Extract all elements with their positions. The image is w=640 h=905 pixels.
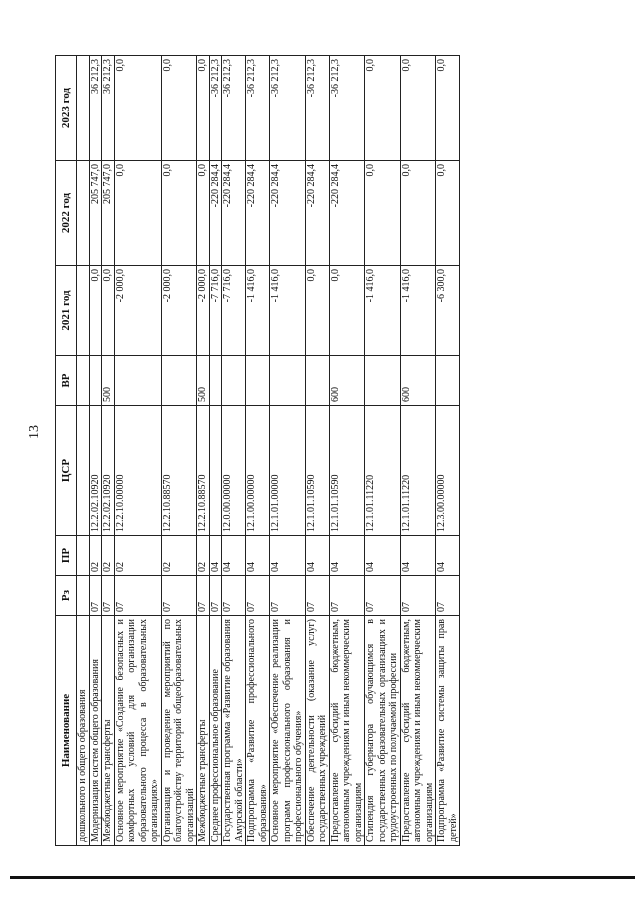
- budget-table: [55, 55, 460, 846]
- cell-name: Предоставление субсидий бюджетным, автономным учреждениям и иным некоммерческим организациям: [400, 616, 436, 846]
- cell-name: Межбюджетные трансферты: [197, 616, 210, 846]
- cell-csr: 12.3.00.00000: [436, 406, 460, 536]
- cell-rz: 07: [436, 576, 460, 616]
- cell-2022: 0,0: [161, 161, 197, 266]
- cell-csr: 12.1.01.10590: [329, 406, 365, 536]
- table-header-row: [56, 56, 77, 846]
- cell-vr: [222, 356, 246, 406]
- cell-csr: 12.2.10.00000: [114, 406, 161, 536]
- cell-2023: 0,0: [197, 56, 210, 161]
- cell-pr: 02: [102, 536, 115, 576]
- cell-2021: -7 716,0: [209, 266, 222, 356]
- cell-pr: 04: [246, 536, 270, 576]
- cell-pr: 04: [436, 536, 460, 576]
- cell-2023: 0,0: [400, 56, 436, 161]
- cell-rz: 07: [89, 576, 102, 616]
- cell-vr: [246, 356, 270, 406]
- cell-2023: -36 212,3: [209, 56, 222, 161]
- cell-name: Среднее профессиональное образование: [209, 616, 222, 846]
- cell-rz: [77, 576, 90, 616]
- cell-2023: -36 212,3: [222, 56, 246, 161]
- cell-csr: 12.2.02.10920: [89, 406, 102, 536]
- col-header-rz: Рз: [56, 576, 77, 616]
- cell-2022: [77, 161, 90, 266]
- cell-vr: [305, 356, 329, 406]
- table-row: [270, 56, 306, 846]
- table-row: [161, 56, 197, 846]
- table-row: [102, 56, 115, 846]
- cell-name: Подпрограмма «Развитие профессионального образования»: [246, 616, 270, 846]
- cell-rz: 07: [222, 576, 246, 616]
- cell-2021: [77, 266, 90, 356]
- cell-rz: 07: [329, 576, 365, 616]
- cell-rz: 07: [114, 576, 161, 616]
- cell-csr: 12.1.01.00000: [270, 406, 306, 536]
- cell-2021: 0,0: [102, 266, 115, 356]
- cell-pr: 04: [329, 536, 365, 576]
- cell-csr: 12.2.02.10920: [102, 406, 115, 536]
- cell-vr: [77, 356, 90, 406]
- cell-2022: -220 284,4: [209, 161, 222, 266]
- table-row: [436, 56, 460, 846]
- cell-csr: 12.2.10.88570: [197, 406, 210, 536]
- cell-csr: 12.1.01.11220: [365, 406, 401, 536]
- cell-2022: 0,0: [400, 161, 436, 266]
- col-header-name: Наименование: [56, 616, 77, 846]
- cell-2021: -1 416,0: [400, 266, 436, 356]
- bottom-divider: [10, 876, 635, 879]
- cell-2022: -220 284,4: [329, 161, 365, 266]
- cell-2023: [77, 56, 90, 161]
- cell-csr: [77, 406, 90, 536]
- cell-pr: 04: [209, 536, 222, 576]
- cell-rz: 07: [209, 576, 222, 616]
- col-header-2022: 2022 год: [56, 161, 77, 266]
- cell-name: дошкольного и общего образования: [77, 616, 90, 846]
- table-row: [222, 56, 246, 846]
- cell-2021: -2 000,0: [114, 266, 161, 356]
- cell-pr: 04: [222, 536, 246, 576]
- cell-pr: 02: [114, 536, 161, 576]
- cell-name: Обеспечение деятельности (оказание услуг) государственных учреждений: [305, 616, 329, 846]
- table-row: [89, 56, 102, 846]
- cell-name: Стипендия губернатора обучающимся в государственных образовательных организациях и трудоустроенных по получаемой профессии: [365, 616, 401, 846]
- cell-csr: 12.1.01.11220: [400, 406, 436, 536]
- cell-2021: -1 416,0: [270, 266, 306, 356]
- cell-2022: -220 284,4: [222, 161, 246, 266]
- cell-vr: [436, 356, 460, 406]
- cell-pr: 04: [400, 536, 436, 576]
- table-row: [329, 56, 365, 846]
- cell-2021: -2 000,0: [197, 266, 210, 356]
- cell-pr: 02: [89, 536, 102, 576]
- cell-vr: 500: [197, 356, 210, 406]
- cell-2021: -1 416,0: [246, 266, 270, 356]
- cell-2022: -220 284,4: [246, 161, 270, 266]
- col-header-2021: 2021 год: [56, 266, 77, 356]
- rotated-table-wrapper: [55, 56, 585, 846]
- cell-rz: 07: [305, 576, 329, 616]
- cell-pr: [77, 536, 90, 576]
- cell-rz: 07: [400, 576, 436, 616]
- cell-2021: -1 416,0: [365, 266, 401, 356]
- cell-2023: -36 212,3: [246, 56, 270, 161]
- table-row: [365, 56, 401, 846]
- cell-2023: -36 212,3: [305, 56, 329, 161]
- cell-2023: 0,0: [365, 56, 401, 161]
- cell-rz: 07: [161, 576, 197, 616]
- cell-2021: -2 000,0: [161, 266, 197, 356]
- cell-2021: 0,0: [305, 266, 329, 356]
- cell-2023: 0,0: [161, 56, 197, 161]
- cell-2023: 0,0: [114, 56, 161, 161]
- cell-2022: -220 284,4: [305, 161, 329, 266]
- col-header-2023: 2023 год: [56, 56, 77, 161]
- page-number: 13: [27, 425, 42, 439]
- cell-2021: -6 300,0: [436, 266, 460, 356]
- table-body: [77, 56, 460, 846]
- cell-2021: 0,0: [89, 266, 102, 356]
- cell-name: Государственная программа «Развитие образования Амурской области»: [222, 616, 246, 846]
- cell-pr: 04: [270, 536, 306, 576]
- cell-name: Основное мероприятие «Обеспечение реализации программ профессионального образования и профессионального обучения»: [270, 616, 306, 846]
- cell-name: Предоставление субсидий бюджетным, автономным учреждениям и иным некоммерческим организациям: [329, 616, 365, 846]
- cell-2023: -36 212,3: [329, 56, 365, 161]
- table-row: [246, 56, 270, 846]
- cell-pr: 04: [365, 536, 401, 576]
- cell-2021: 0,0: [329, 266, 365, 356]
- cell-name: Организация и проведение мероприятий по благоустройству территорий общеобразовательных организаций: [161, 616, 197, 846]
- table-row: [209, 56, 222, 846]
- cell-rz: 07: [246, 576, 270, 616]
- cell-vr: 500: [102, 356, 115, 406]
- cell-2023: -36 212,3: [270, 56, 306, 161]
- cell-rz: 07: [102, 576, 115, 616]
- table-row: [305, 56, 329, 846]
- table-row: [114, 56, 161, 846]
- cell-vr: [209, 356, 222, 406]
- table-row: [197, 56, 210, 846]
- cell-pr: 02: [161, 536, 197, 576]
- cell-vr: [161, 356, 197, 406]
- cell-csr: [209, 406, 222, 536]
- cell-csr: 12.1.01.10590: [305, 406, 329, 536]
- cell-2022: 205 747,0: [89, 161, 102, 266]
- cell-pr: 04: [305, 536, 329, 576]
- cell-vr: [270, 356, 306, 406]
- cell-2022: 0,0: [436, 161, 460, 266]
- cell-vr: [114, 356, 161, 406]
- cell-csr: 12.2.10.88570: [161, 406, 197, 536]
- cell-vr: [365, 356, 401, 406]
- cell-2023: 0,0: [436, 56, 460, 161]
- cell-rz: 07: [197, 576, 210, 616]
- cell-rz: 07: [270, 576, 306, 616]
- cell-vr: 600: [400, 356, 436, 406]
- cell-2022: 0,0: [197, 161, 210, 266]
- col-header-pr: ПР: [56, 536, 77, 576]
- cell-csr: 12.0.00.00000: [222, 406, 246, 536]
- cell-2022: 0,0: [114, 161, 161, 266]
- cell-2022: 205 747,0: [102, 161, 115, 266]
- cell-name: Межбюджетные трансферты: [102, 616, 115, 846]
- cell-name: Модернизация систем общего образования: [89, 616, 102, 846]
- col-header-vr: ВР: [56, 356, 77, 406]
- cell-csr: 12.1.00.00000: [246, 406, 270, 536]
- cell-pr: 02: [197, 536, 210, 576]
- cell-2023: 36 212,3: [102, 56, 115, 161]
- col-header-csr: ЦСР: [56, 406, 77, 536]
- cell-name: Подпрограмма «Развитие системы защиты прав детей»: [436, 616, 460, 846]
- cell-name: Основное мероприятие «Создание безопасных и комфортных условий для организации образовательного процесса в образовательных организациях»: [114, 616, 161, 846]
- cell-2022: -220 284,4: [270, 161, 306, 266]
- table-row: [400, 56, 436, 846]
- cell-vr: [89, 356, 102, 406]
- cell-2022: 0,0: [365, 161, 401, 266]
- cell-2021: -7 716,0: [222, 266, 246, 356]
- cell-2023: 36 212,3: [89, 56, 102, 161]
- table-row: [77, 56, 90, 846]
- cell-vr: 600: [329, 356, 365, 406]
- cell-rz: 07: [365, 576, 401, 616]
